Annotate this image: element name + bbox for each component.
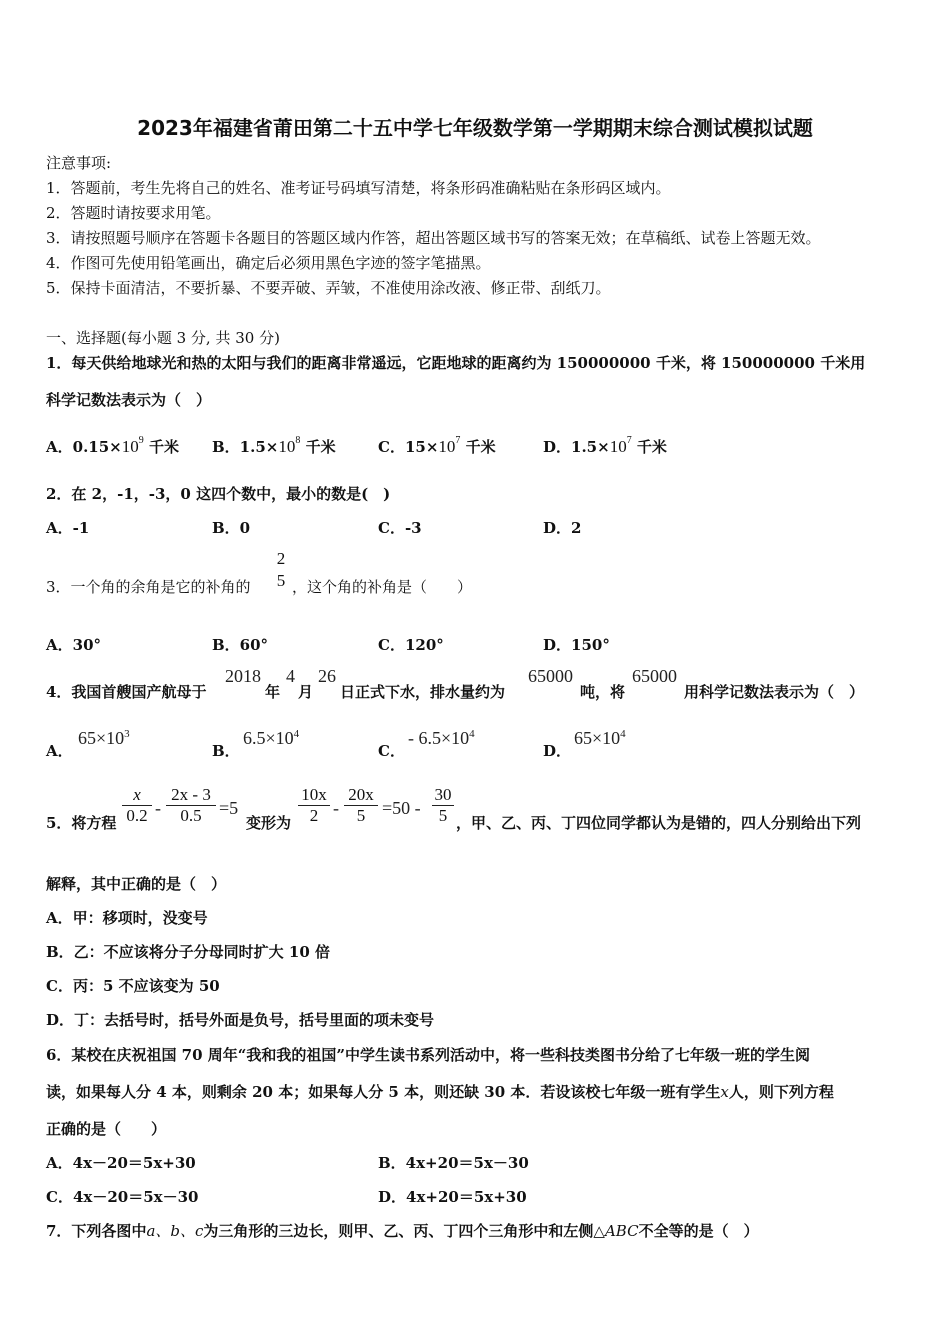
note-item: 5．保持卡面清洁，不要折暴、不要弄破、弄皱，不准使用涂改液、修正带、刮纸刀。 <box>46 279 611 297</box>
minus-sign: - <box>333 798 339 818</box>
fraction-10x-2: 10x 2 <box>298 785 330 826</box>
q4-amount: 65000 <box>528 666 573 686</box>
question-6-stem-cont: 正确的是（ ） <box>46 1120 167 1138</box>
fraction-2x-3-0.5: 2x - 3 0.5 <box>166 785 216 826</box>
q2-option-c[interactable]: C．-3 <box>378 519 422 537</box>
q3-option-b[interactable]: B．60° <box>212 636 269 654</box>
q4-day: 26 <box>318 666 336 686</box>
q5-option-a[interactable]: A．甲：移项时，没变号 <box>46 909 208 927</box>
question-5-tail: ，甲、乙、丙、丁四位同学都认为是错的，四人分别给出下列 <box>456 814 862 832</box>
q1-option-c[interactable]: C．$15\times 10^7$ 千米 <box>378 435 496 456</box>
question-1-stem-cont: 科学记数法表示为（ ） <box>46 391 212 409</box>
equals-5: =5 <box>219 798 239 818</box>
q6-option-d[interactable]: D．4x+20＝5x+30 <box>378 1188 527 1206</box>
minus-sign: - <box>155 798 161 818</box>
question-4-part: 吨，将 <box>580 683 626 701</box>
q4-option-a-value[interactable]: $65\times 10^3$ <box>78 728 130 748</box>
question-4-part: 用科学记数法表示为（ ） <box>684 683 865 701</box>
fraction-x-0.2: x 0.2 <box>122 785 152 826</box>
fraction-30-5: 30 5 <box>432 785 454 826</box>
fraction-20x-5: 20x 5 <box>344 785 378 826</box>
section-heading: 一、选择题(每小题 3 分, 共 30 分) <box>46 329 280 347</box>
q5-option-d[interactable]: D．丁：去括号时，括号外面是负号，括号里面的项未变号 <box>46 1011 435 1029</box>
q4-year: 2018 <box>225 666 261 686</box>
question-3-post: ，这个角的补角是（ ） <box>292 578 473 596</box>
q3-option-c[interactable]: C．120° <box>378 636 444 654</box>
notes-heading: 注意事项: <box>46 154 112 172</box>
q6-option-c[interactable]: C．4x－20＝5x－30 <box>46 1188 199 1206</box>
q4-option-b-label[interactable]: B． <box>212 742 240 760</box>
question-6-stem: 6．某校在庆祝祖国 70 周年“我和我的祖国”中学生读书系列活动中，将一些科技类图书分给了七年级一班的学生阅 <box>46 1046 811 1064</box>
note-item: 2．答题时请按要求用笔。 <box>46 204 221 222</box>
q2-option-a[interactable]: A．-1 <box>46 519 90 537</box>
q3-option-d[interactable]: D．150° <box>543 636 610 654</box>
question-4-part: 月 <box>298 683 314 701</box>
q5-option-c[interactable]: C．丙：5 不应该变为 50 <box>46 977 220 995</box>
q1-option-b[interactable]: B．$1.5\times 10^8$ 千米 <box>212 435 336 456</box>
q3-option-a[interactable]: A．30° <box>46 636 102 654</box>
question-1-stem: 1．每天供给地球光和热的太阳与我们的距离非常遥远，它距地球的距离约为 150000000 千米，将 150000000 千米用 <box>46 354 866 372</box>
q1-option-d[interactable]: D．$1.5\times 10^7$ 千米 <box>543 435 667 456</box>
q2-option-b[interactable]: B．0 <box>212 519 251 537</box>
q4-option-c-label[interactable]: C． <box>378 742 405 760</box>
q4-option-c-value[interactable]: - $6.5\times 10^4$ <box>408 728 475 748</box>
q4-option-d-value[interactable]: $65\times 10^4$ <box>574 728 626 748</box>
equals-50-minus: =50 - <box>382 798 421 818</box>
q6-option-b[interactable]: B．4x+20＝5x－30 <box>378 1154 529 1172</box>
note-item: 3．请按照题号顺序在答题卡各题目的答题区域内作答，超出答题区域书写的答案无效；在草稿纸、试卷上答题无效。 <box>46 229 821 247</box>
question-4-part: 年 <box>265 683 281 701</box>
fraction-2-5: 2 5 <box>276 549 286 590</box>
q4-option-b-value[interactable]: $6.5\times 10^4$ <box>243 728 300 748</box>
page-title: 2023年福建省莆田第二十五中学七年级数学第一学期期末综合测试模拟试题 <box>137 116 813 140</box>
question-5-mid: 变形为 <box>246 814 292 832</box>
q4-option-a-label[interactable]: A． <box>46 742 73 760</box>
question-7-stem: 7．下列各图中a、b、c为三角形的三边长，则甲、乙、丙、丁四个三角形中和左侧△ABC不全等的是（ ） <box>46 1222 759 1240</box>
question-5-stem-cont: 解释，其中正确的是（ ） <box>46 875 227 893</box>
question-3-pre: 3．一个角的余角是它的补角的 <box>46 578 251 596</box>
q4-amount2: 65000 <box>632 666 677 686</box>
q4-month: 4 <box>286 666 295 686</box>
q5-option-b[interactable]: B．乙：不应该将分子分母同时扩大 10 倍 <box>46 943 330 961</box>
q1-option-a[interactable]: A．$0.15\times 10^9$ 千米 <box>46 435 179 456</box>
question-4-part: 4．我国首艘国产航母于 <box>46 683 207 701</box>
question-5-label: 5．将方程 <box>46 814 117 832</box>
q6-option-a[interactable]: A．4x－20＝5x+30 <box>46 1154 196 1172</box>
question-4-part: 日正式下水，排水量约为 <box>340 683 506 701</box>
question-6-stem-cont: 读，如果每人分 4 本，则剩余 20 本；如果每人分 5 本，则还缺 30 本．若设该校七年级一班有学生x人，则下列方程 <box>46 1083 834 1101</box>
note-item: 4．作图可先使用铅笔画出，确定后必须用黑色字迹的签字笔描黑。 <box>46 254 491 272</box>
q4-option-d-label[interactable]: D． <box>543 742 572 760</box>
note-item: 1．答题前，考生先将自己的姓名、准考证号码填写清楚，将条形码准确粘贴在条形码区域内。 <box>46 179 671 197</box>
question-2-stem: 2．在 2，-1，-3，0 这四个数中，最小的数是( ) <box>46 485 391 503</box>
q2-option-d[interactable]: D．2 <box>543 519 582 537</box>
